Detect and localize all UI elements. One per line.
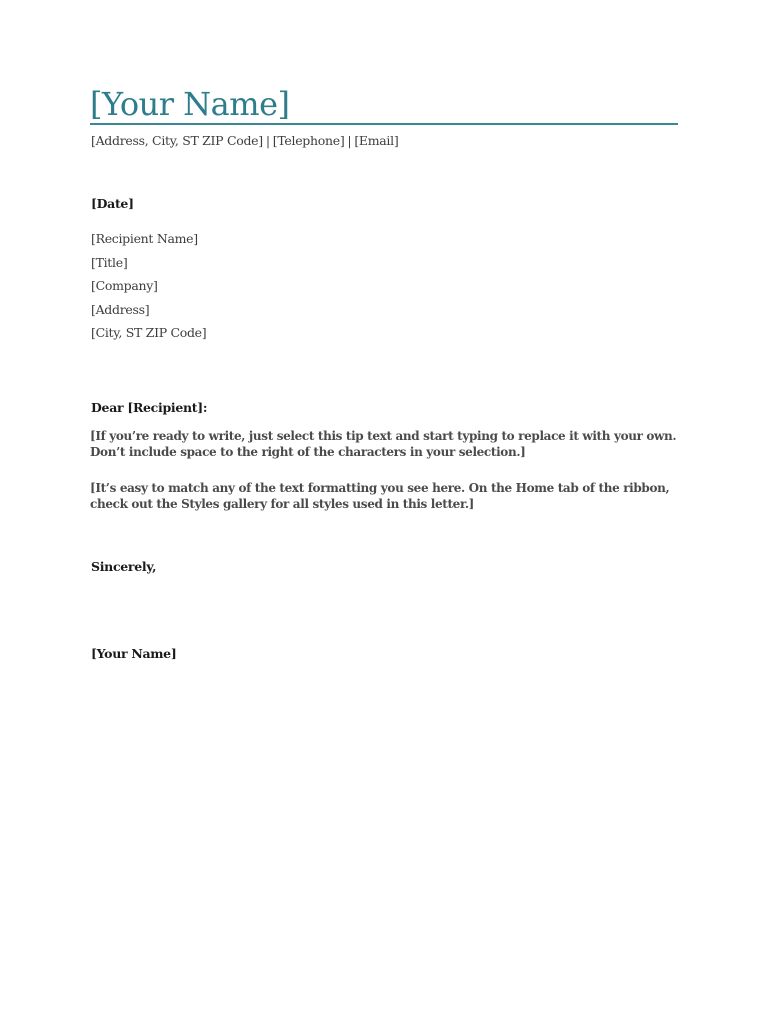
recipient-address[interactable]: [Address]	[91, 301, 150, 317]
contact-separator: |	[347, 133, 352, 148]
recipient-name[interactable]: [Recipient Name]	[91, 231, 198, 246]
body-paragraph[interactable]: [It’s easy to match any of the text formatting you see here. On the Home tab of the ribbon, check out the Styles gallery for all styles used in this letter.]	[90, 481, 670, 511]
recipient-title[interactable]: [Title]	[91, 254, 128, 270]
sender-email[interactable]: [Email]	[354, 133, 399, 148]
recipient-block	[91, 231, 206, 349]
sender-name-heading[interactable]: [Your Name]	[90, 85, 290, 123]
recipient-city[interactable]: [City, ST ZIP Code]	[91, 325, 207, 340]
body-paragraph[interactable]: [If you’re ready to write, just select this tip text and start typing to replace it with your own. Don’t include space to the right of the characters in your selection.]	[90, 429, 677, 459]
salutation[interactable]: Dear [Recipient]:	[91, 400, 208, 415]
letter-date[interactable]: [Date]	[91, 196, 134, 211]
signature-name[interactable]: [Your Name]	[91, 646, 177, 661]
contact-info-line	[91, 133, 398, 149]
header-divider	[90, 123, 678, 125]
sender-address[interactable]: [Address, City, ST ZIP Code]	[91, 133, 263, 148]
contact-separator: |	[265, 133, 270, 148]
closing[interactable]: Sincerely,	[91, 559, 157, 574]
sender-telephone[interactable]: [Telephone]	[272, 133, 345, 148]
recipient-company[interactable]: [Company]	[91, 278, 158, 293]
